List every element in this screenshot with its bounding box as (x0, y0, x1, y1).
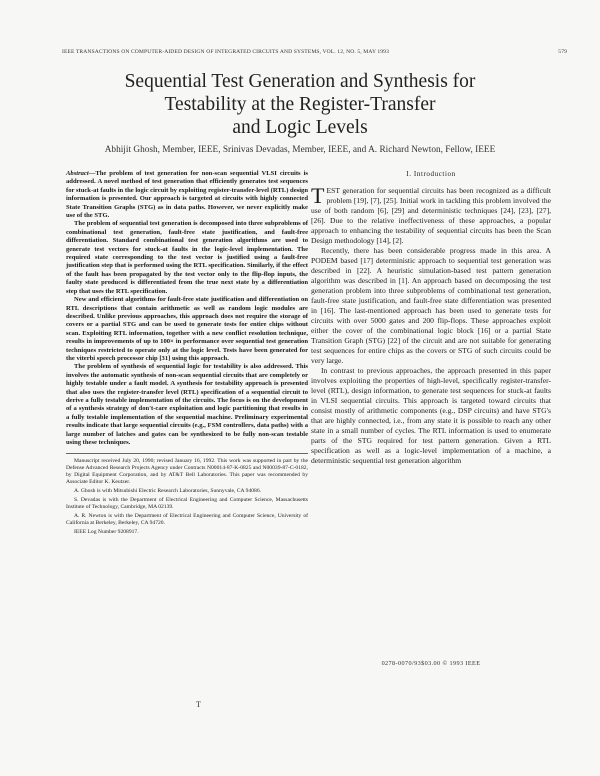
abstract-p1: The problem of test generation for non-scan sequential VLSI circuits is addressed. A novel method of test generation that efficiently generates test sequences for stuck-at faults in the logic circuit by exploiting register-transfer-level (RTL) design information is presented. Our approach is targeted at circuits with highly connected State Transition Graphs (STG) as in data paths. However, we never explicitly make use of the STG. (66, 170, 308, 220)
page-mark: T (196, 700, 201, 709)
page-number: 579 (558, 49, 567, 55)
left-column (66, 170, 308, 538)
abstract-p3: New and efficient algorithms for fault-free state justification and differentiation on RTL descriptions that contain arithmetic as well as random logic modules are described. Unlike previous approaches, this approach does not require the storage of covers or a partial STG and can be used to generate tests for entire chips without scan. Exploiting RTL information, together with a new conflict resolution technique, results in improvements of up to 100× in performance over sequential test generation techniques restricted to operate only at the logic level. Tests have been generated for the viterbi speech processor chip [31] using this approach. (66, 296, 308, 362)
abstract-paragraph (66, 170, 308, 220)
introduction-body (311, 182, 551, 466)
intro-p1-text: EST generation for sequential circuits has been recognized as a difficult problem [19], [7], [25]. Initial work in tackling this problem involved the use of both random [6], [29] and deterministic techniques [24], [23], [27], [26]. Due to the relative ineffectiveness of these approaches, a popular approach to enhancing the testability of sequential circuits has been the Scan Design methodology [14], [2]. (311, 185, 551, 245)
title-line-2: Testability at the Register-Transfer (164, 94, 436, 115)
intro-p3: In contrast to previous approaches, the approach presented in this paper involves exploiting the properties of high-level, specifically register-transfer-level (RTL), design information, to generate test sequences for stuck-at faults in VLSI sequential circuits. This approach is targeted toward circuits that consist mostly of arithmetic components (e.g., DSP circuits) and have STG's that are highly connected, i.e., from any state it is possible to reach any other state in a small number of cycles. The RTL information is used to enumerate parts of the STG required for test pattern generation. Given a RTL specification as well as a logic-level implementation of a machine, a deterministic sequential test generation algorithm (311, 365, 551, 465)
intro-p1 (311, 182, 551, 246)
footnote-ghosh: A. Ghosh is with Mitsubishi Electric Research Laboratories, Sunnyvale, CA 94086. (74, 488, 262, 495)
running-header (62, 49, 567, 55)
footnote-devadas: S. Devadas is with the Department of Electrical Engineering and Computer Science, Massachusetts Institute of Technology, Cambridge, MA 02139. (66, 497, 308, 511)
right-column (311, 170, 551, 466)
footnote-manuscript: Manuscript received July 20, 1990; revised January 16, 1992. This work was supported in part by the Defense Advanced Research Projects Agency under Contracts N00014-87-K-0825 and N00039-87-C-0182, by Digital Equipment Corporation, and by AT&T Bell Laboratories. This paper was recommended by Associate Editor K. Keutzer. (66, 458, 308, 486)
copyright-line: 0278-0070/93$03.00 © 1993 IEEE (381, 660, 481, 667)
abstract-lead: Abstract— (66, 170, 96, 177)
abstract-p2: The problem of sequential test generation is decomposed into three subproblems of combinational test generation, fault-free state justification, and fault-free differentiation. Standard combinational test generation algorithms are used to generate test vectors for stuck-at faults in the logic-level implementation. The required state corresponding to the test vector is justified using a fault-free justification step that is performed using the RTL specification. Similarly, if the effect of the fault has been propagated by the test vector only to the flip-flop inputs, the faulty state produced is differentiated from the true next state by a differentiation step that uses the RTL specification. (66, 220, 308, 295)
authors: Abhijit Ghosh, Member, IEEE, Srinivas Devadas, Member, IEEE, and A. Richard Newton, Fellow, IEEE (104, 145, 496, 155)
abstract-p4: The problem of synthesis of sequential logic for testability is also addressed. This involves the automatic synthesis of non-scan sequential circuits that are completely or highly testable under a fault model. A synthesis for testability approach is presented that also uses the register-transfer level (RTL) specification of a sequential circuit to derive a fully testable implementation of the circuits. The focus is on the development of a synthesis strategy of don't-care exploitation and logic partitioning that results in a fully testable implementation of the sequential machine. Preliminary experimental results indicate that large sequential circuits (e.g., FSM controllers, data paths) with a large number of latches and gates can be synthesized to be fully non-scan testable using these techniques. (66, 363, 308, 446)
title-line-1: Sequential Test Generation and Synthesis for (124, 71, 476, 92)
footnote-log-number: IEEE Log Number 9208917. (74, 529, 139, 536)
footnotes (66, 453, 308, 536)
journal-header: IEEE TRANSACTIONS ON COMPUTER-AIDED DESIGN OF INTEGRATED CIRCUITS AND SYSTEMS, VOL. 12, NO. 5, MAY 1993 (62, 49, 389, 55)
footnote-newton: A. R. Newton is with the Department of Electrical Engineering and Computer Science, University of California at Berkeley, Berkeley, CA 94720. (66, 513, 308, 527)
drop-cap: T (311, 182, 325, 208)
abstract (66, 170, 308, 447)
title-line-3: and Logic Levels (232, 117, 368, 138)
intro-p2: Recently, there has been considerable progress made in this area. A PODEM based [17] deterministic approach to sequential test generation was described in [22]. A heuristic simulation-based test pattern generation algorithm was described in [1]. An approach based on decomposing the test generation problem into three subproblems of combinational test generation, fault-free state justification, and fault-free state differentiation was presented in [16]. The last-mentioned approach has been used to generate tests for circuits with over 5000 gates and 200 flip-flops. These approaches exploit either the cover of the combinational logic block [16] or a partial State Transition Graph (STG) [22] of the circuit and are not suitable for generating test sequences for entire chips as the covers or STG of such circuits could be very large. (311, 245, 551, 365)
paper-title (60, 70, 540, 139)
section-heading: I. Introduction (406, 170, 456, 178)
